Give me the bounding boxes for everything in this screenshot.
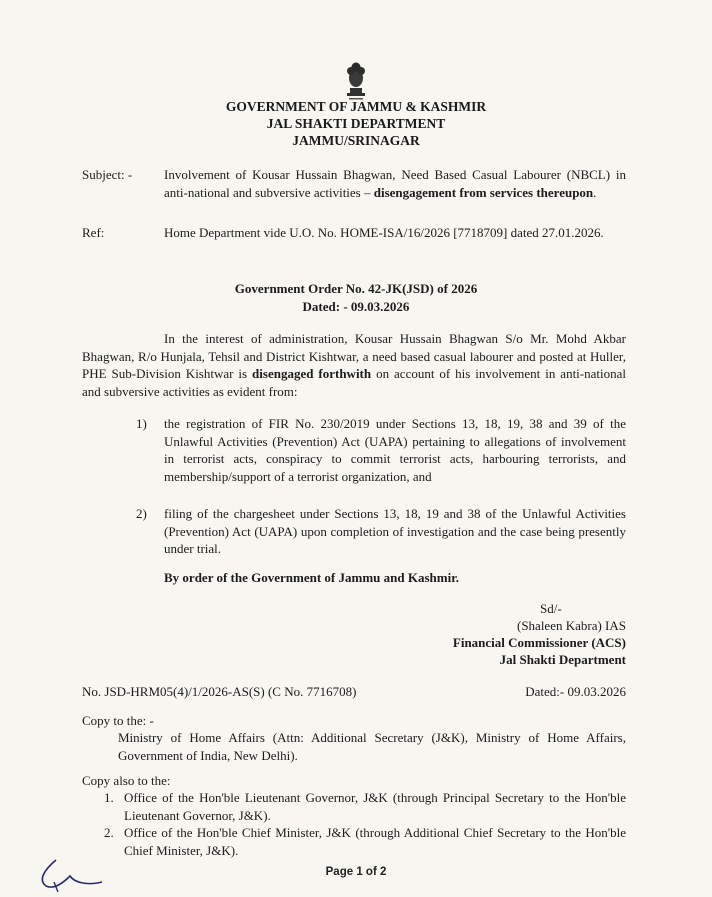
subject-label: Subject: - [82, 167, 133, 182]
body-paragraph: In the interest of administration, Kousar Hussain Bhagwan S/o Mr. Mohd Akbar Bhagwan, R/o Hunjala, Tehsil and District Kishtwar, a need based casual labourer and posted at Huller, PHE Sub-Division Kishtwar is disengaged forthwith on account of his involvement in anti-national and subversive activities as evident from: [82, 331, 626, 399]
copy-item: Office of the Hon'ble Lieutenant Governor, J&K (through Principal Secretary to the Hon'ble Lieutenant Governor, J&K). [124, 790, 626, 823]
list-item: filing of the chargesheet under Sections 13, 18, 19 and 38 of the Unlawful Activities (Prevention) Act (UAPA) upon completion of investigation and the case being presently under trial. [164, 506, 626, 556]
header-government: GOVERNMENT OF JAMMU & KASHMIR [225, 99, 487, 114]
order-title: Government Order No. 42-JK(JSD) of 2026 [234, 281, 478, 296]
signatory-department: Jal Shakti Department [499, 652, 626, 667]
copy-to-text: Ministry of Home Affairs (Attn: Additional Secretary (J&K), Ministry of Home Affairs, Government of India, New Delhi). [118, 730, 626, 763]
copy-also-label: Copy also to the: [82, 773, 171, 788]
header-department: JAL SHAKTI DEPARTMENT [266, 116, 446, 131]
reference-number: No. JSD-HRM05(4)/1/2026-AS(S) (C No. 7716708) [82, 684, 357, 699]
subject-text: Involvement of Kousar Hussain Bhagwan, Need Based Casual Labourer (NBCL) in anti-national and subversive activities – disengagement from services thereupon. [164, 167, 626, 200]
subject-bold: disengagement from services thereupon [373, 184, 594, 200]
signatory-designation: Financial Commissioner (ACS) [452, 635, 626, 650]
list-item-number: 1) [136, 416, 147, 431]
state-emblem-icon [340, 58, 372, 102]
by-order-line: By order of the Government of Jammu and Kashmir. [164, 570, 460, 585]
reference-dated: Dated:- 09.03.2026 [525, 684, 626, 699]
ref-text: Home Department vide U.O. No. HOME-ISA/16/2026 [7718709] dated 27.01.2026. [164, 225, 604, 240]
signatory-name: (Shaleen Kabra) IAS [516, 618, 626, 633]
page-number: Page 1 of 2 [325, 866, 387, 878]
copy-item: Office of the Hon'ble Chief Minister, J&K (through Additional Chief Secretary to the Hon'ble Chief Minister, J&K). [124, 825, 626, 858]
list-item-number: 2) [136, 506, 147, 521]
header-location: JAMMU/SRINAGAR [292, 133, 420, 148]
copy-to-label: Copy to the: - [82, 713, 154, 728]
copy-item-number: 2. [104, 825, 114, 840]
ref-label: Ref: [82, 225, 105, 240]
order-dated: Dated: - 09.03.2026 [302, 299, 410, 314]
copy-item-number: 1. [104, 790, 114, 805]
signature-sd: Sd/- [540, 601, 562, 616]
list-item: the registration of FIR No. 230/2019 under Sections 13, 18, 19, 38 and 39 of the Unlawful Activities (Prevention) Act (UAPA) pertaining to allegations of involvement in terrorist acts, conspiracy to commit terrorist acts, harbouring terrorists, and membership/support of a terrorist organization, and [164, 416, 626, 484]
